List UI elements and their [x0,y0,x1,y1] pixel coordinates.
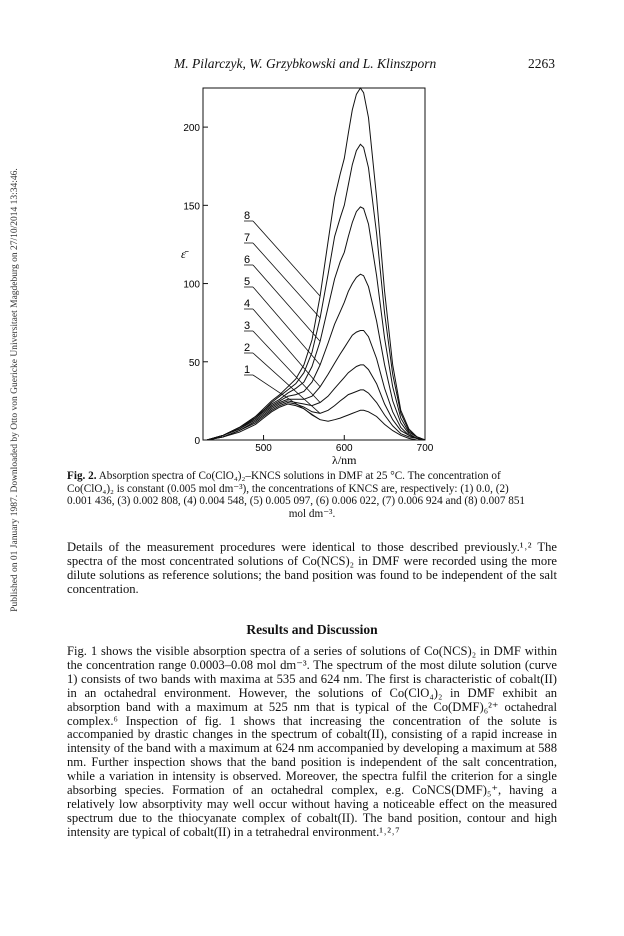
y-axis [183,123,208,447]
curve-label-4: 4 [244,298,251,310]
spectrum-curve-6 [207,207,425,440]
curve-label-3: 3 [244,320,251,332]
caption-line-2: Co(ClO₄)₂ is constant (0.005 mol dm⁻³), the concentrations of KNCS are, respectively: (1) 0.0, (2) [67,482,509,495]
side-note-text: Published on 01 January 1987. Downloaded by Otto von Guericke Universitaet Magdeburg on 27/10/2014 13:34:46. [10,168,20,612]
spectra-curves [207,88,425,440]
y-tick-label: 0 [194,436,200,447]
x-axis-label: λ/nm [332,453,357,467]
y-axis-label: ε̄ [181,247,186,261]
curve-leader-line [253,331,320,403]
section-heading: Results and Discussion [246,622,378,637]
paragraph-methods: Details of the measurement procedures were identical to those described previously.¹˒² The spectra of the most concentrated solutions of Co(NCS)₂ in DMF were recorded using the more dilute solutions as reference solutions; the band position was found to be independent of the salt concentration. [67,540,557,596]
curve-label-6: 6 [244,254,251,266]
plot-frame [203,88,425,440]
curve-label-leaders [244,210,320,420]
curve-label-2: 2 [244,342,251,354]
curve-leader-line [253,309,320,387]
curve-label-5: 5 [244,276,251,288]
curve-label-8: 8 [244,210,251,222]
caption-line-3: 0.001 436, (3) 0.002 808, (4) 0.004 548, (5) 0.005 097, (6) 0.006 022, (7) 0.006 924 and (8) 0.007 851 [67,495,526,508]
curve-label-1: 1 [244,364,251,376]
y-tick-label: 100 [183,279,200,291]
caption-line-1: Absorption spectra of Co(ClO₄)₂–KNCS solutions in DMF at 25 °C. The concentration of [96,470,501,482]
curve-leader-line [253,265,320,341]
curve-leader-line [253,287,320,365]
curve-leader-line [253,221,320,296]
figure-caption [67,470,557,520]
page-number: 2263 [528,56,555,71]
x-tick-label: 500 [255,443,272,454]
caption-label: Fig. 2. [67,470,97,482]
caption-line-4: mol dm⁻³. [288,507,336,520]
spectrum-curve-7 [207,144,425,440]
running-head-authors: M. Pilarczyk, W. Grzybkowski and L. Klinszporn [174,56,437,71]
x-tick-label: 700 [416,443,434,454]
curve-leader-line [253,243,320,318]
y-tick-label: 150 [183,201,200,213]
curve-label-7: 7 [244,232,251,244]
paragraph-results: Fig. 1 shows the visible absorption spectra of a series of solutions of Co(NCS)₂ in DMF within the concentration range 0.0003–0.08 mol dm⁻³. The spectrum of the most dilute solution (curve 1) consists of two bands with maxima at 535 and 624 nm. The first is characteristic of cobalt(II) in an octahedral environment. However, the solutions of Co(ClO₄)₂ in DMF exhibit an absorption band with a maximum at 525 nm that is typical of the Co(DMF)₆²⁺ octahedral complex.⁶ Inspection of fig. 1 shows that increasing the concentration of the solute is accompanied by drastic changes in the spectrum of cobalt(II), consisting of a rapid increase in intensity of the band with a maximum at 624 nm accompanied by developing a maximum at 588 nm. Further inspection shows that the band position is independent of the salt concentration, while a variation in intensity is observed. Moreover, the spectra fulfil the criterion for a single absorbing species. Formation of an octahedral complex, e.g. CoNCS(DMF)₅⁺, having a relatively low absorptivity may well occur without having a noticeable effect on the measured spectrum due to the thiocyanate complex of cobalt(II). The band position, contour and high intensity are typical of cobalt(II) in a tetrahedral environment.¹˒²˒⁷ [67,644,557,839]
y-tick-label: 50 [188,357,200,369]
x-tick-label: 600 [335,443,353,454]
y-tick-label: 200 [183,123,200,135]
